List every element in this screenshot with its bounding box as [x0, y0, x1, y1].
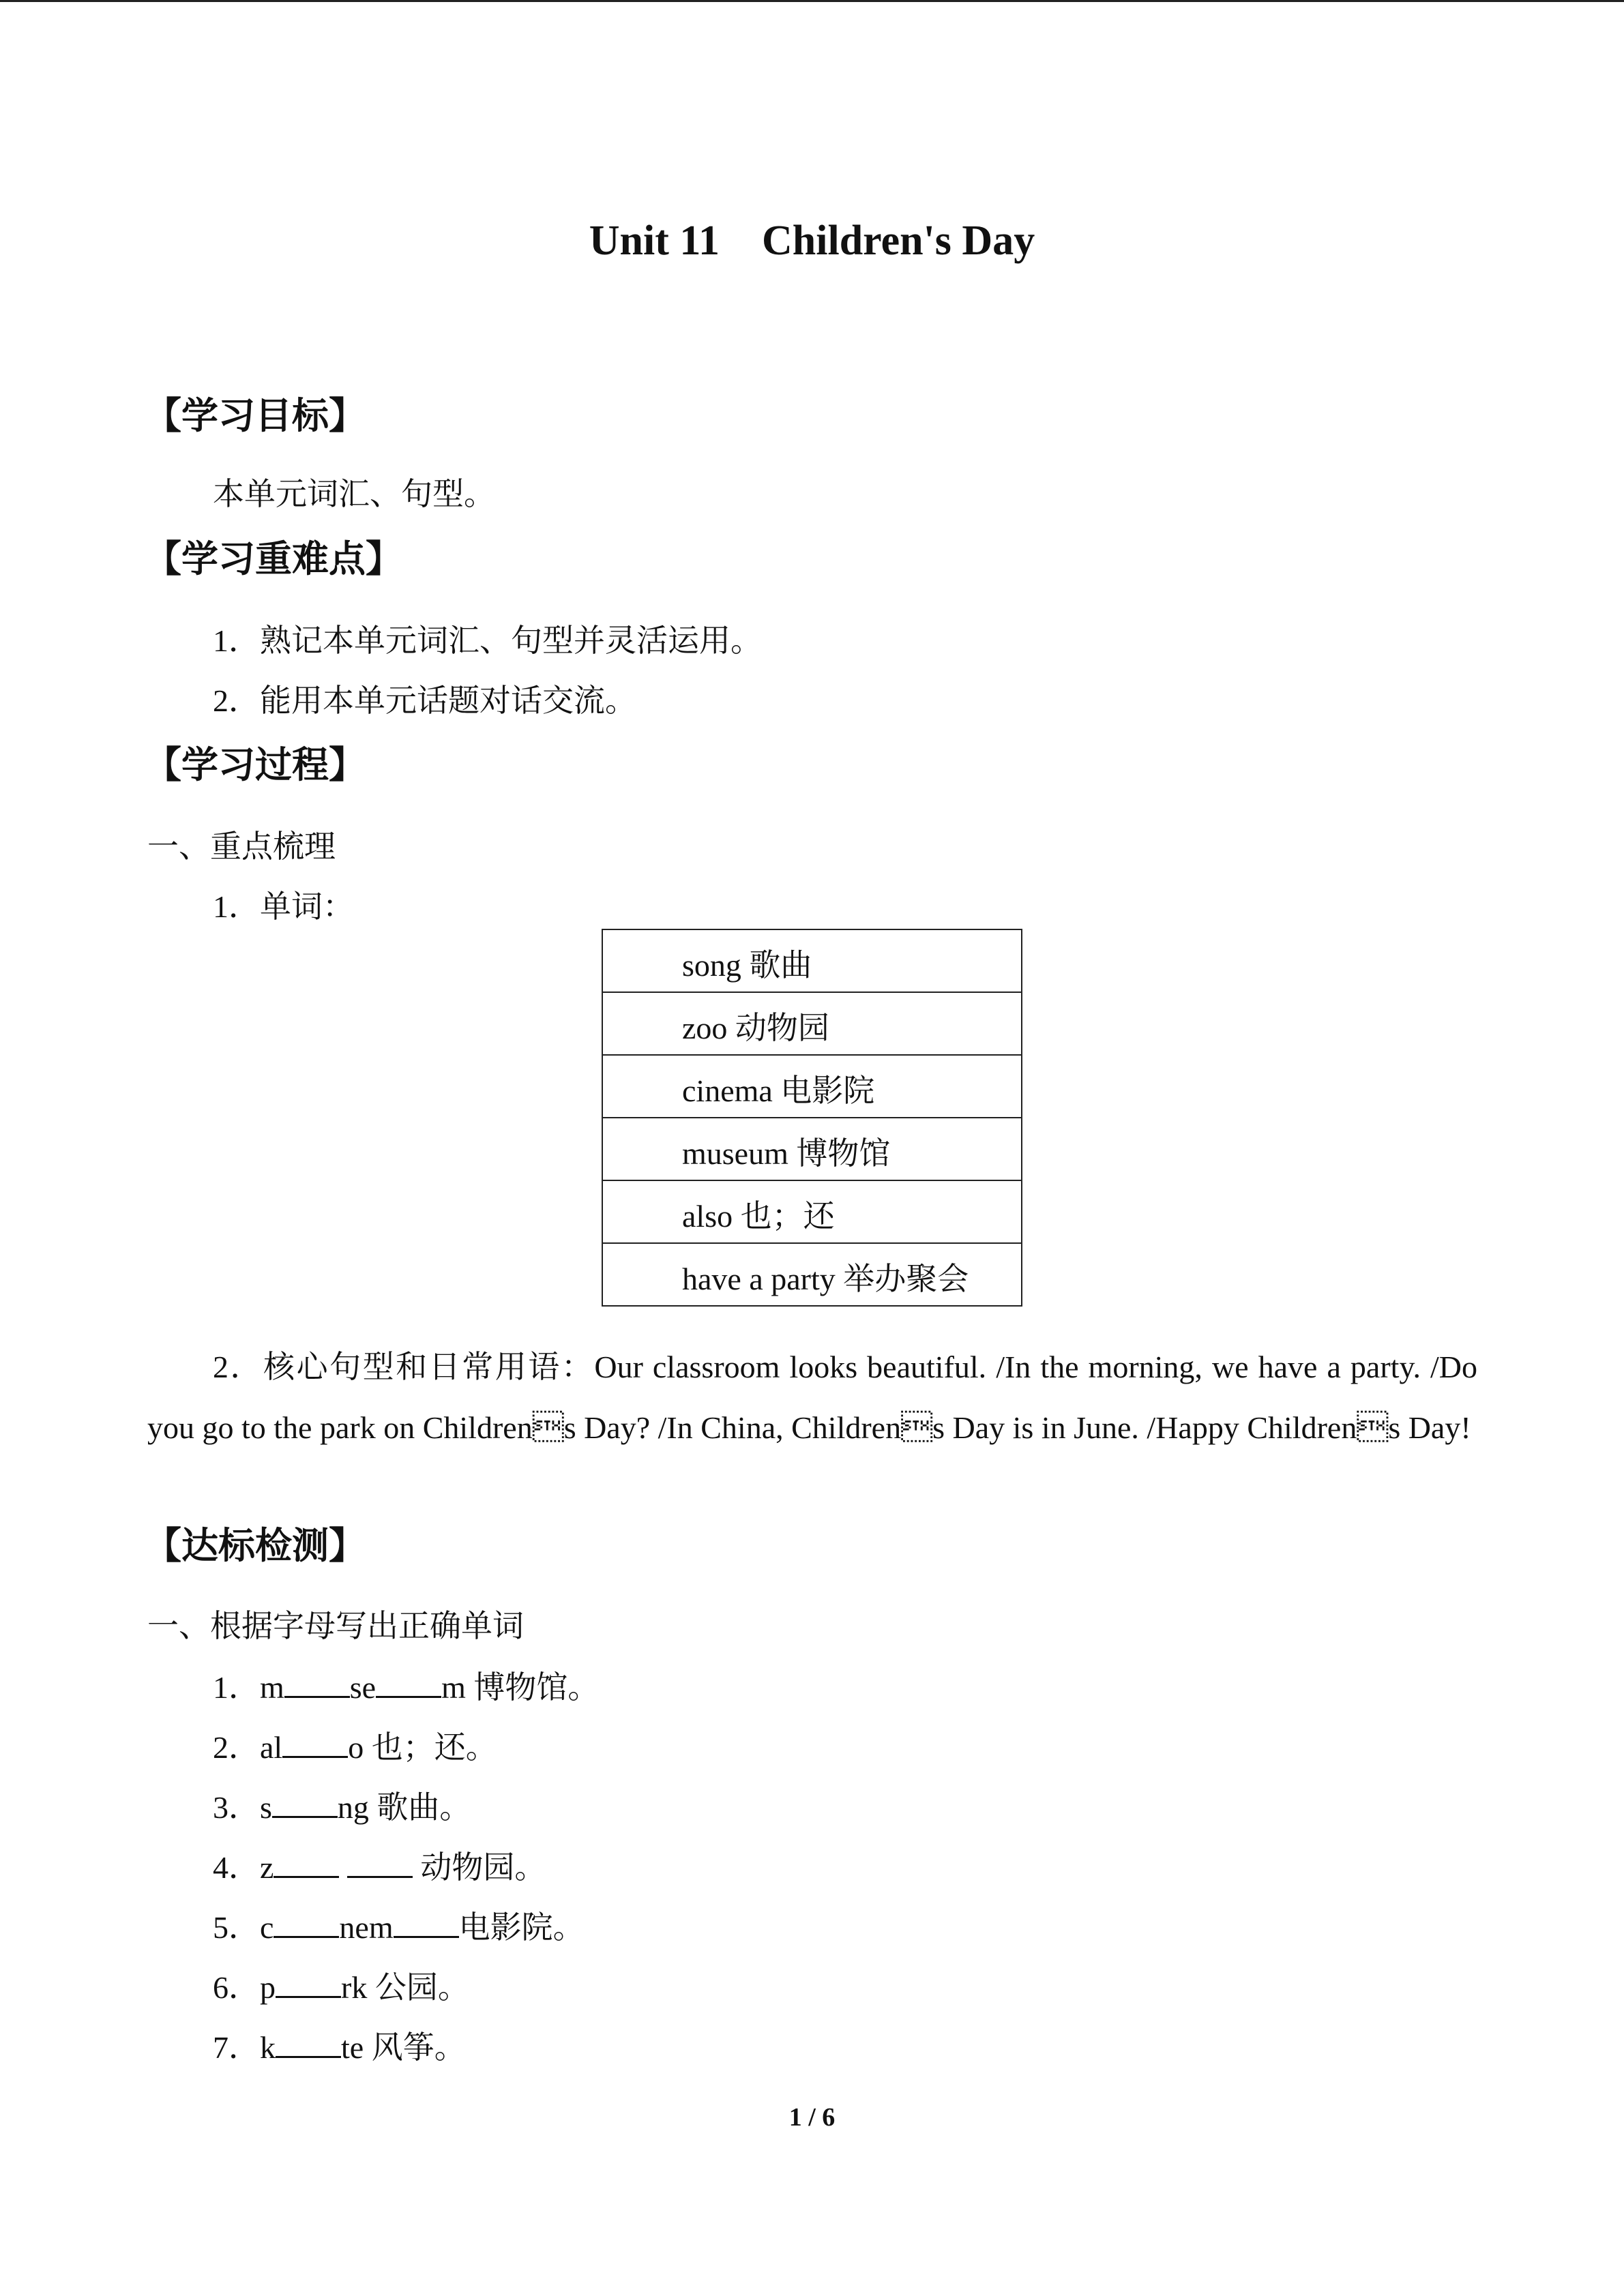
answer-blank[interactable]	[347, 1849, 413, 1878]
table-row	[602, 1055, 1022, 1118]
test-heading: 【达标检测】	[145, 1524, 366, 1567]
words-label: 1．单词：	[213, 889, 354, 924]
objectives-text: 本单元词汇、句型。	[213, 477, 495, 511]
table-row	[602, 1180, 1022, 1243]
item-text	[339, 1850, 347, 1885]
item-number: 5．	[213, 1910, 260, 1945]
test-item	[213, 1904, 585, 1952]
page-number: 1 / 6	[788, 2103, 836, 2132]
process-part-title: 一、重点梳理	[147, 829, 336, 864]
item-text: rk 公园。	[341, 1970, 469, 2005]
item-text: k	[260, 2030, 276, 2065]
answer-blank[interactable]	[272, 1789, 338, 1818]
item-number: 2．	[213, 1730, 260, 1765]
answer-blank[interactable]	[276, 2029, 341, 2058]
vocab-cell: song 歌曲	[602, 929, 1022, 992]
sentences-paragraph: 2．核心句型和日常用语：Our classroom looks beautiful. /In the morning, we have a party. /Do you go to the park on Childrens Day? /In China, Childrens Day is in June. /Happy Childrens Day!	[147, 1350, 1477, 1445]
item-text: 电影院。	[458, 1910, 585, 1945]
top-border	[0, 0, 1624, 2]
vocab-cell: also 也；还	[602, 1180, 1022, 1243]
vocab-table	[602, 929, 1022, 1307]
table-row	[602, 1118, 1022, 1180]
answer-blank[interactable]	[276, 1969, 341, 1998]
item-text: z	[260, 1850, 274, 1885]
vocab-cell: zoo 动物园	[602, 992, 1022, 1055]
item-text: m 博物馆。	[441, 1670, 600, 1705]
page-title: Unit 11 Children's Day	[589, 218, 1035, 264]
test-part-title: 一、根据字母写出正确单词	[147, 1609, 524, 1643]
item-number: 1．	[213, 1670, 260, 1705]
answer-blank[interactable]	[284, 1669, 350, 1698]
test-item	[213, 2024, 466, 2072]
vocab-cell: museum 博物馆	[602, 1118, 1022, 1180]
table-row	[602, 992, 1022, 1055]
item-number: 3．	[213, 1790, 260, 1825]
objectives-heading: 【学习目标】	[145, 394, 366, 437]
answer-blank[interactable]	[282, 1729, 348, 1758]
test-item	[213, 1784, 471, 1832]
item-text: o 也；还。	[348, 1730, 497, 1765]
item-text: s	[260, 1790, 272, 1825]
answer-blank[interactable]	[274, 1909, 339, 1938]
vocab-cell: cinema 电影院	[602, 1055, 1022, 1118]
item-number: 6．	[213, 1970, 260, 2005]
test-item	[213, 1664, 599, 1712]
item-text: nem	[339, 1910, 394, 1945]
answer-blank[interactable]	[274, 1849, 339, 1878]
item-text: se	[349, 1670, 377, 1705]
process-heading: 【学习过程】	[145, 743, 366, 786]
item-number: 4．	[213, 1850, 260, 1885]
answer-blank[interactable]	[394, 1909, 459, 1938]
item-text: p	[260, 1970, 276, 2005]
key-point-item-2: 2．能用本单元话题对话交流。	[213, 683, 636, 718]
test-item	[213, 1724, 497, 1772]
table-row	[602, 1243, 1022, 1306]
item-text: 动物园。	[412, 1850, 546, 1885]
vocab-cell: have a party 举办聚会	[602, 1243, 1022, 1306]
item-number: 7．	[213, 2030, 260, 2065]
test-item	[213, 1844, 546, 1892]
answer-blank[interactable]	[376, 1669, 441, 1698]
key-points-heading: 【学习重难点】	[145, 537, 402, 580]
item-text: te 风筝。	[341, 2030, 466, 2065]
key-point-item-1: 1．熟记本单元词汇、句型并灵活运用。	[213, 623, 762, 658]
item-text: ng 歌曲。	[337, 1790, 471, 1825]
item-text: al	[260, 1730, 283, 1765]
table-row	[602, 929, 1022, 992]
item-text: c	[260, 1910, 274, 1945]
item-text: m	[260, 1670, 284, 1705]
test-item	[213, 1964, 469, 2012]
